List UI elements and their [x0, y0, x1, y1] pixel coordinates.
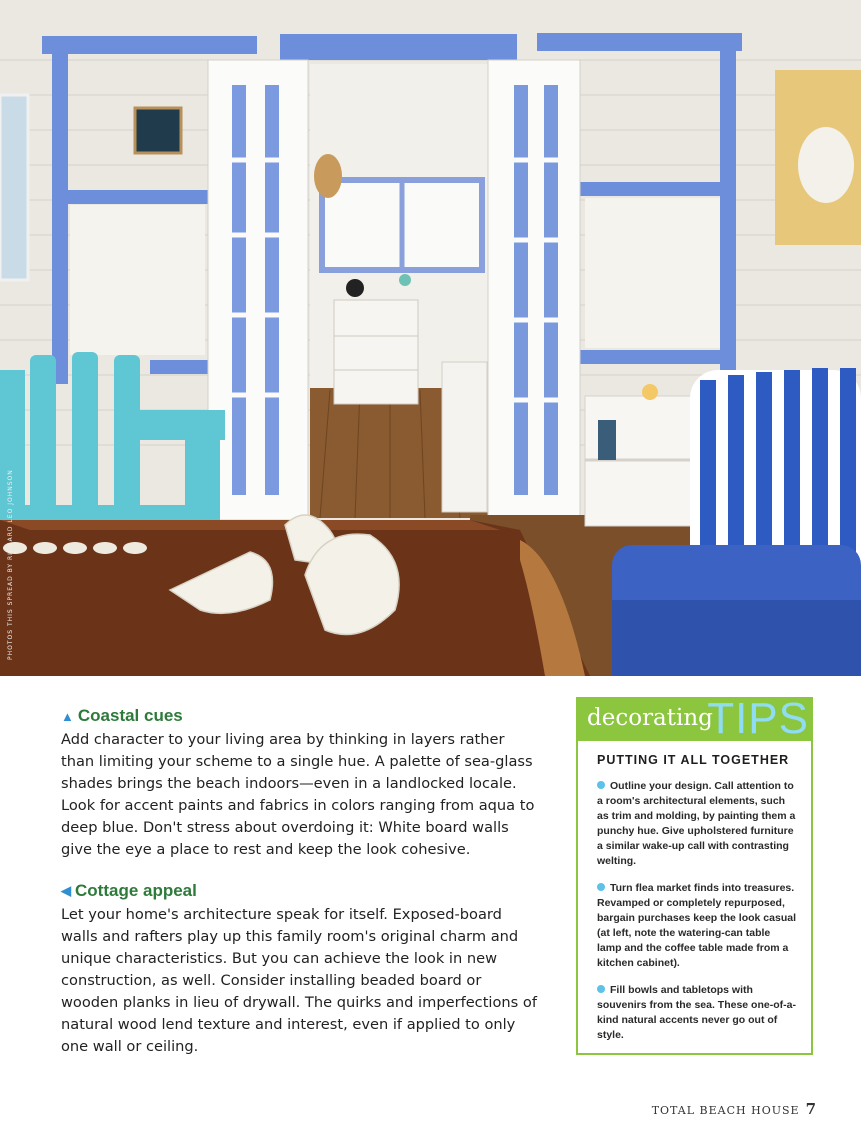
- section-heading: [61, 706, 541, 726]
- bullet-dot-icon: [597, 883, 605, 891]
- section-heading-text: Coastal cues: [77, 706, 183, 725]
- bullet-dot-icon: [597, 985, 605, 993]
- photo-credit: PHOTOS THIS SPREAD BY RICHARD LEO JOHNSON: [7, 469, 14, 660]
- tip-item: [597, 881, 797, 971]
- section-coastal-cues: [61, 706, 541, 861]
- triangle-left-icon: ◀: [61, 883, 71, 898]
- decorating-tips-box: [576, 697, 813, 1055]
- tips-banner: [578, 699, 811, 741]
- bullet-dot-icon: [597, 781, 605, 789]
- tips-banner-word: TIPS: [707, 699, 809, 741]
- tips-banner-script: decorating: [587, 705, 713, 731]
- tip-text: Turn flea market finds into treasures. Revamped or completely repurposed, bargain purchases keep the look casual (at left, note the watering-can table lamp and the coffee table made from a kitchen cabinet).: [597, 882, 796, 969]
- section-heading-text: Cottage appeal: [75, 881, 197, 900]
- section-body: Add character to your living area by thinking in layers rather than limiting your scheme to a single hue. A palette of sea-glass shades brings the beach indoors—even in a landlocked locale. Look for accent paints and fabrics in colors ranging from aqua to deep blue. Don't stress about overdoing it: White board walls give the eye a place to rest and keep the look cohesive.: [61, 731, 535, 858]
- section-cottage-appeal: [61, 881, 541, 1058]
- tip-text: Fill bowls and tabletops with souvenirs from the sea. These one-of-a-kind natural accents never go out of style.: [597, 984, 796, 1041]
- tip-item: [597, 983, 797, 1043]
- tip-item: [597, 779, 797, 869]
- triangle-up-icon: ▲: [61, 708, 74, 724]
- page-number: 7: [805, 1100, 816, 1118]
- section-body: Let your home's architecture speak for itself. Exposed-board walls and rafters play up this family room's original charm and unique characteristics. But you can achieve the look in new construction, as well. Consider installing beaded board or wooden planks in lieu of drywall. The quirks and imperfections of natural wood lend texture and interest, even if applied to only one wall or ceiling.: [61, 906, 537, 1055]
- tips-subtitle: PUTTING IT ALL TOGETHER: [597, 753, 790, 767]
- page-footer: [652, 1100, 816, 1118]
- tip-text: Outline your design. Call attention to a room's architectural elements, such as trim and molding, by painting them a punchy hue. Give upholstered furniture a similar wake-up call with contrasting welting.: [597, 780, 796, 867]
- magazine-name: TOTAL BEACH HOUSE: [651, 1104, 800, 1117]
- section-heading: [61, 881, 541, 901]
